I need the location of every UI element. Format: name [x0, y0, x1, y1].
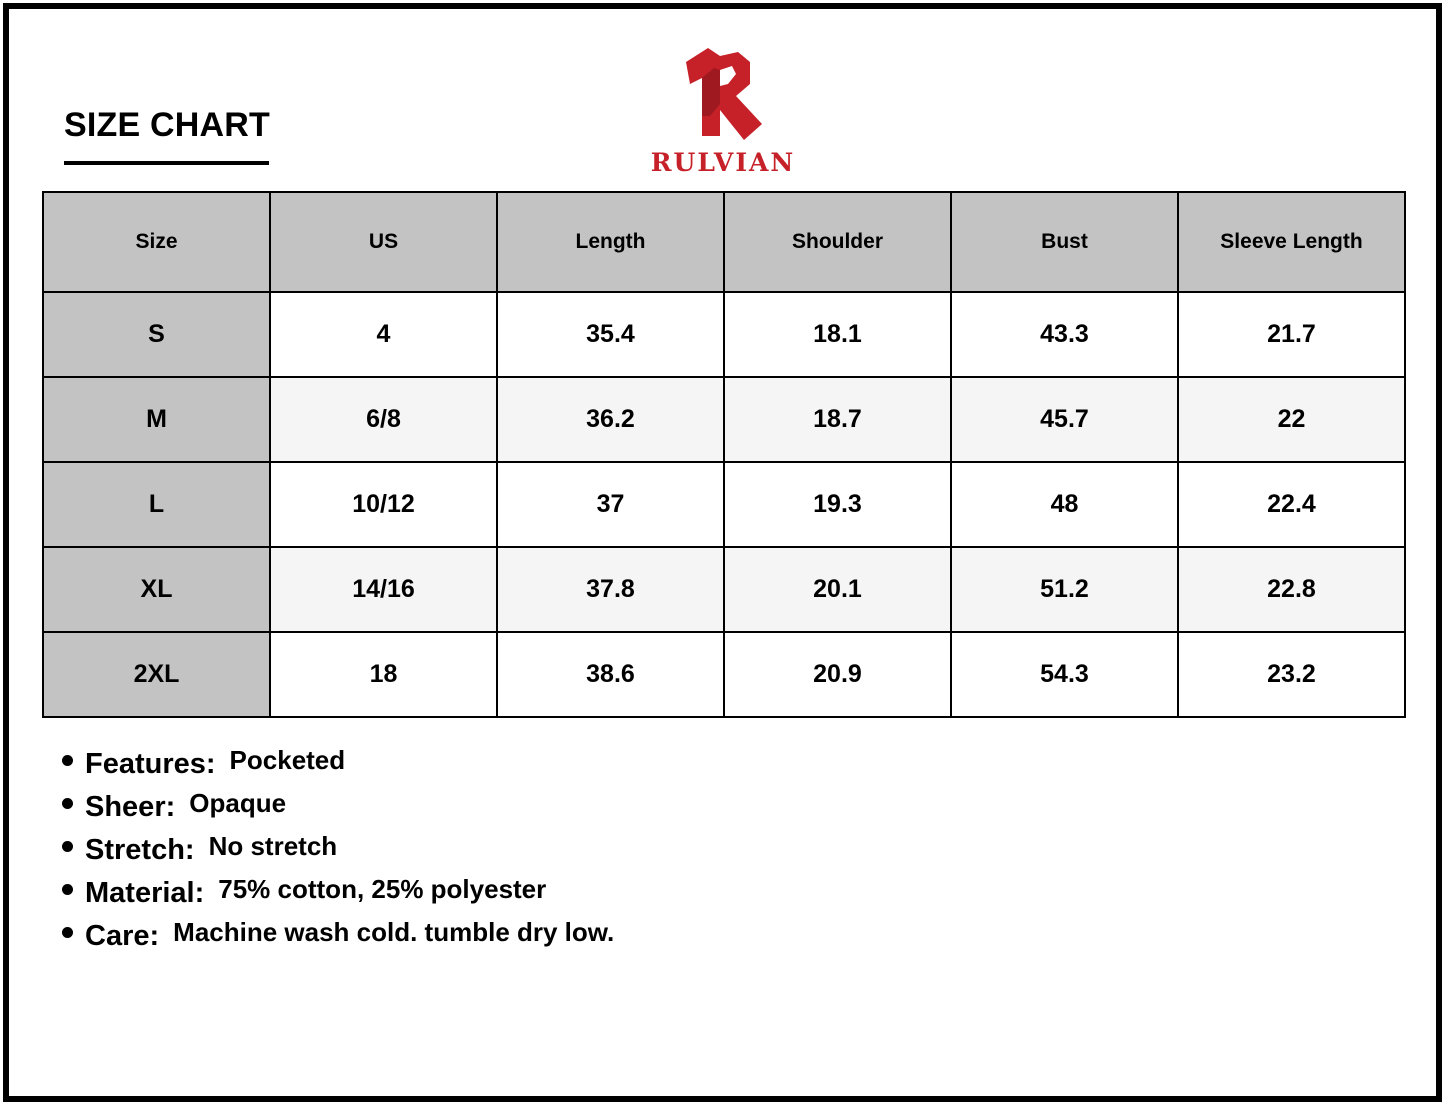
- table-row: [43, 547, 1405, 632]
- spec-label: Material:: [85, 877, 205, 909]
- size-table: [42, 191, 1406, 718]
- spec-value: Pocketed: [229, 745, 346, 775]
- list-item: [62, 788, 614, 834]
- length-cell: 35.4: [497, 292, 724, 377]
- list-item: [62, 917, 615, 963]
- shoulder-cell: 20.9: [724, 632, 951, 717]
- spec-label: Sheer:: [85, 791, 176, 823]
- bullet-icon: [62, 927, 73, 938]
- list-item: [62, 831, 614, 877]
- header-bust: Bust: [951, 192, 1178, 292]
- product-specs-list: [62, 745, 615, 963]
- bullet-icon: [62, 841, 73, 852]
- spec-value: No stretch: [208, 831, 338, 861]
- header-shoulder: Shoulder: [724, 192, 951, 292]
- us-cell: 6/8: [270, 377, 497, 462]
- header-length: Length: [497, 192, 724, 292]
- table-row: [43, 377, 1405, 462]
- list-item: [62, 874, 614, 920]
- brand-logo: [638, 44, 808, 176]
- shoulder-cell: 20.1: [724, 547, 951, 632]
- bullet-icon: [62, 755, 73, 766]
- spec-value: Machine wash cold. tumble dry low.: [173, 917, 615, 947]
- bust-cell: 51.2: [951, 547, 1178, 632]
- sleeve-length-cell: 23.2: [1178, 632, 1405, 717]
- bust-cell: 48: [951, 462, 1178, 547]
- table-row: [43, 292, 1405, 377]
- sleeve-length-cell: 22.4: [1178, 462, 1405, 547]
- table-header-row: [43, 192, 1405, 292]
- spec-value: Opaque: [189, 788, 287, 818]
- shoulder-cell: 18.1: [724, 292, 951, 377]
- us-cell: 14/16: [270, 547, 497, 632]
- length-cell: 37.8: [497, 547, 724, 632]
- sleeve-length-cell: 22: [1178, 377, 1405, 462]
- title-underline: [64, 161, 269, 165]
- table-row: [43, 462, 1405, 547]
- header-size: Size: [43, 192, 270, 292]
- list-item: [62, 745, 614, 791]
- size-cell: S: [43, 292, 270, 377]
- header-us: US: [270, 192, 497, 292]
- page-title: SIZE CHART: [64, 106, 270, 144]
- bust-cell: 54.3: [951, 632, 1178, 717]
- size-cell: XL: [43, 547, 270, 632]
- brand-name: RULVIAN: [650, 148, 796, 177]
- shoulder-cell: 19.3: [724, 462, 951, 547]
- spec-label: Care:: [85, 920, 160, 952]
- sleeve-length-cell: 22.8: [1178, 547, 1405, 632]
- stylized-R-logo-icon: [680, 44, 768, 144]
- spec-value: 75% cotton, 25% polyester: [218, 874, 547, 904]
- shoulder-cell: 18.7: [724, 377, 951, 462]
- bust-cell: 45.7: [951, 377, 1178, 462]
- us-cell: 10/12: [270, 462, 497, 547]
- size-cell: 2XL: [43, 632, 270, 717]
- us-cell: 4: [270, 292, 497, 377]
- length-cell: 37: [497, 462, 724, 547]
- sleeve-length-cell: 21.7: [1178, 292, 1405, 377]
- spec-label: Stretch:: [85, 834, 195, 866]
- length-cell: 36.2: [497, 377, 724, 462]
- header-sleeve-length: Sleeve Length: [1178, 192, 1405, 292]
- bust-cell: 43.3: [951, 292, 1178, 377]
- spec-label: Features:: [85, 748, 216, 780]
- us-cell: 18: [270, 632, 497, 717]
- bullet-icon: [62, 798, 73, 809]
- table-row: [43, 632, 1405, 717]
- bullet-icon: [62, 884, 73, 895]
- size-cell: M: [43, 377, 270, 462]
- length-cell: 38.6: [497, 632, 724, 717]
- size-cell: L: [43, 462, 270, 547]
